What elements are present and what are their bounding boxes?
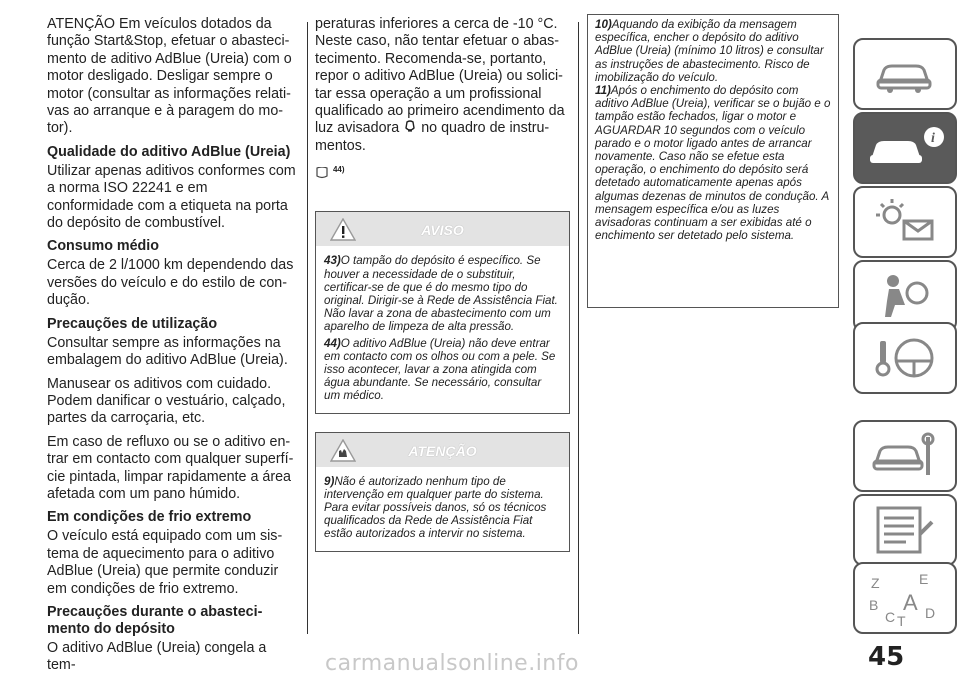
paragraph-precautions-2: Manusear os aditivos com cuidado. Podem danificar o vestuário, calçado, partes da carroçaria, etc. (47, 375, 286, 427)
paragraph-refuel: O aditivo AdBlue (Ureia) congela a tem- (47, 639, 267, 674)
note-11-text: Após o enchimento do depósito com aditivo AdBlue (Ureia), verificar se o bujão e o tampão estão fechados, ligar o motor e AGUARDAR 10 segundos com o veículo parado e o motor ligado antes de arrancar novamente. Caso não se efetue esta operação, o enchimento do depósito será detetado automaticamente apenas após algumas dezenas de minutos de condução. A mensagem específica e/ou as luzes avisadoras continuam a ser exibidas até o enchimento ser detetado pelo sistema. (595, 84, 831, 243)
index-letter-e: E (919, 571, 929, 587)
index-letter-c: C (885, 609, 896, 625)
airbag-icon (875, 271, 935, 321)
paragraph-consumption: Cerca de 2 l/1000 km dependendo das versões do veículo e do estilo de con-dução. (47, 257, 294, 309)
alphabetic-index-icon (865, 568, 945, 628)
car-service-icon (870, 431, 940, 481)
caution-9-number: 9) (324, 474, 335, 488)
column-1 (47, 16, 297, 681)
notes-body (595, 18, 835, 242)
warning-box (315, 211, 570, 413)
steering-icon (870, 333, 940, 383)
warning-lights-icon (870, 197, 940, 247)
reference-line (315, 161, 570, 183)
caution-box-header (316, 433, 569, 467)
svg-text:i: i (931, 131, 935, 146)
reference-number: 44) (332, 165, 345, 175)
column-2 (315, 16, 570, 552)
paragraph-continued-b: no quadro de instru-mentos. (315, 120, 550, 154)
warning-43-text: O tampão do depósito é específico. Se houver a necessidade de o substituir, certificar-se de que é do mesmo tipo do original. Dirigir-se à Rede de Assistência Fiat. Não lavar a zona de abastecimento com um aparelho de limpeza de alta pressão. (324, 254, 558, 334)
warning-43-number: 43) (324, 254, 341, 268)
note-10-number: 10) (595, 18, 612, 31)
paragraph-precautions-1: Consultar sempre as informações na embalagem do aditivo AdBlue (Ureia). (47, 334, 288, 369)
tab-car-info[interactable] (853, 112, 957, 184)
paragraph-precautions-3: Em caso de refluxo ou se o aditivo en-trar em contacto com qualquer superfí-cie pintada, limpar rapidamente a área afetada com um pano húmido. (47, 433, 294, 502)
heading-consumption: Consumo médio (47, 238, 159, 255)
tab-steering[interactable] (853, 322, 957, 394)
tab-checklist[interactable] (853, 494, 957, 566)
index-letter-t: T (897, 613, 906, 628)
paragraph-continued-a: peraturas inferiores a cerca de -10 °C. Neste caso, não tentar efetuar o abas-tecimento. Recomenda-se, portanto, repor o aditivo AdBlue (Ureia) ou solici-tar essa operação a um profissional qualificado ao primeiro acendimento da luz avisadora (315, 16, 565, 137)
note-11 (595, 84, 835, 242)
index-letter-b: B (869, 597, 879, 613)
tab-warning-lights[interactable] (853, 186, 957, 258)
index-letter-a: A (903, 590, 918, 615)
note-10 (595, 18, 835, 84)
note-10-text: Aquando da exibição da mensagem específica, encher o depósito do aditivo AdBlue (Ureia) (mínimo 10 litros) e consultar as instruções de abastecimento. Risco de imobilização do veículo. (595, 18, 824, 84)
warning-43 (324, 254, 559, 333)
checklist-icon (870, 504, 940, 556)
caution-9-text: Não é autorizado nenhum tipo de intervenção em qualquer parte do sistema. Para evitar possíveis danos, só os técnicos qualificados da Rede de Assistência Fiat estão autorizados a intervir no sistema. (324, 474, 547, 541)
column-divider-1 (307, 22, 308, 634)
caution-title: ATENÇÃO (408, 442, 477, 459)
paragraph-cold: O veículo está equipado com um sis-tema de aquecimento para o aditivo AdBlue (Ureia) que permite conduzir em condições de frio extremo. (47, 528, 283, 597)
caution-box (315, 432, 570, 552)
caution-body (316, 467, 569, 551)
adblue-warning-light-icon (403, 120, 417, 134)
heading-precautions: Precauções de utilização (47, 315, 218, 332)
tab-car-service[interactable] (853, 420, 957, 492)
reference-icon (315, 167, 329, 179)
warning-body (316, 246, 569, 412)
warning-44-text: O aditivo AdBlue (Ureia) não deve entrar em contacto com os olhos ou com a pele. Se isso acontecer, lavar a zona atingida com água abundante. Se necessário, consultar um médico. (324, 336, 556, 403)
warning-44 (324, 337, 559, 403)
warning-title: AVISO (421, 222, 464, 239)
warning-box-header (316, 212, 569, 246)
car-info-icon (866, 125, 944, 171)
column-divider-2 (578, 22, 579, 634)
paragraph-quality: Utilizar apenas aditivos conformes com a norma ISO 22241 e em conformidade com a etiqueta na porta do depósito de combustível. (47, 162, 296, 232)
warning-44-number: 44) (324, 336, 341, 350)
tab-car-overview[interactable] (853, 38, 957, 110)
note-11-number: 11) (595, 84, 611, 98)
index-letter-z: Z (871, 575, 880, 591)
heading-refuel: Precauções durante o abasteci-mento do depósito (47, 603, 263, 637)
index-letter-d: D (925, 605, 936, 621)
paragraph-continued (315, 16, 570, 155)
heading-cold: Em condições de frio extremo (47, 509, 252, 526)
paragraph-start-stop: ATENÇÃO Em veículos dotados da função Start&Stop, efetuar o abasteci-mento de aditivo AdBlue (Ureia) com o motor desligado. Desligar sempre o motor (consultar as informações relati-vas ao arranque e à paragem do mo-tor). (47, 16, 292, 137)
page-number: 45 (868, 642, 905, 672)
car-overview-icon (870, 52, 940, 96)
heading-quality: Qualidade do aditivo AdBlue (Ureia) (47, 143, 291, 160)
watermark: carmanualsonline.info (325, 651, 579, 676)
tab-alphabetic-index[interactable] (853, 562, 957, 634)
